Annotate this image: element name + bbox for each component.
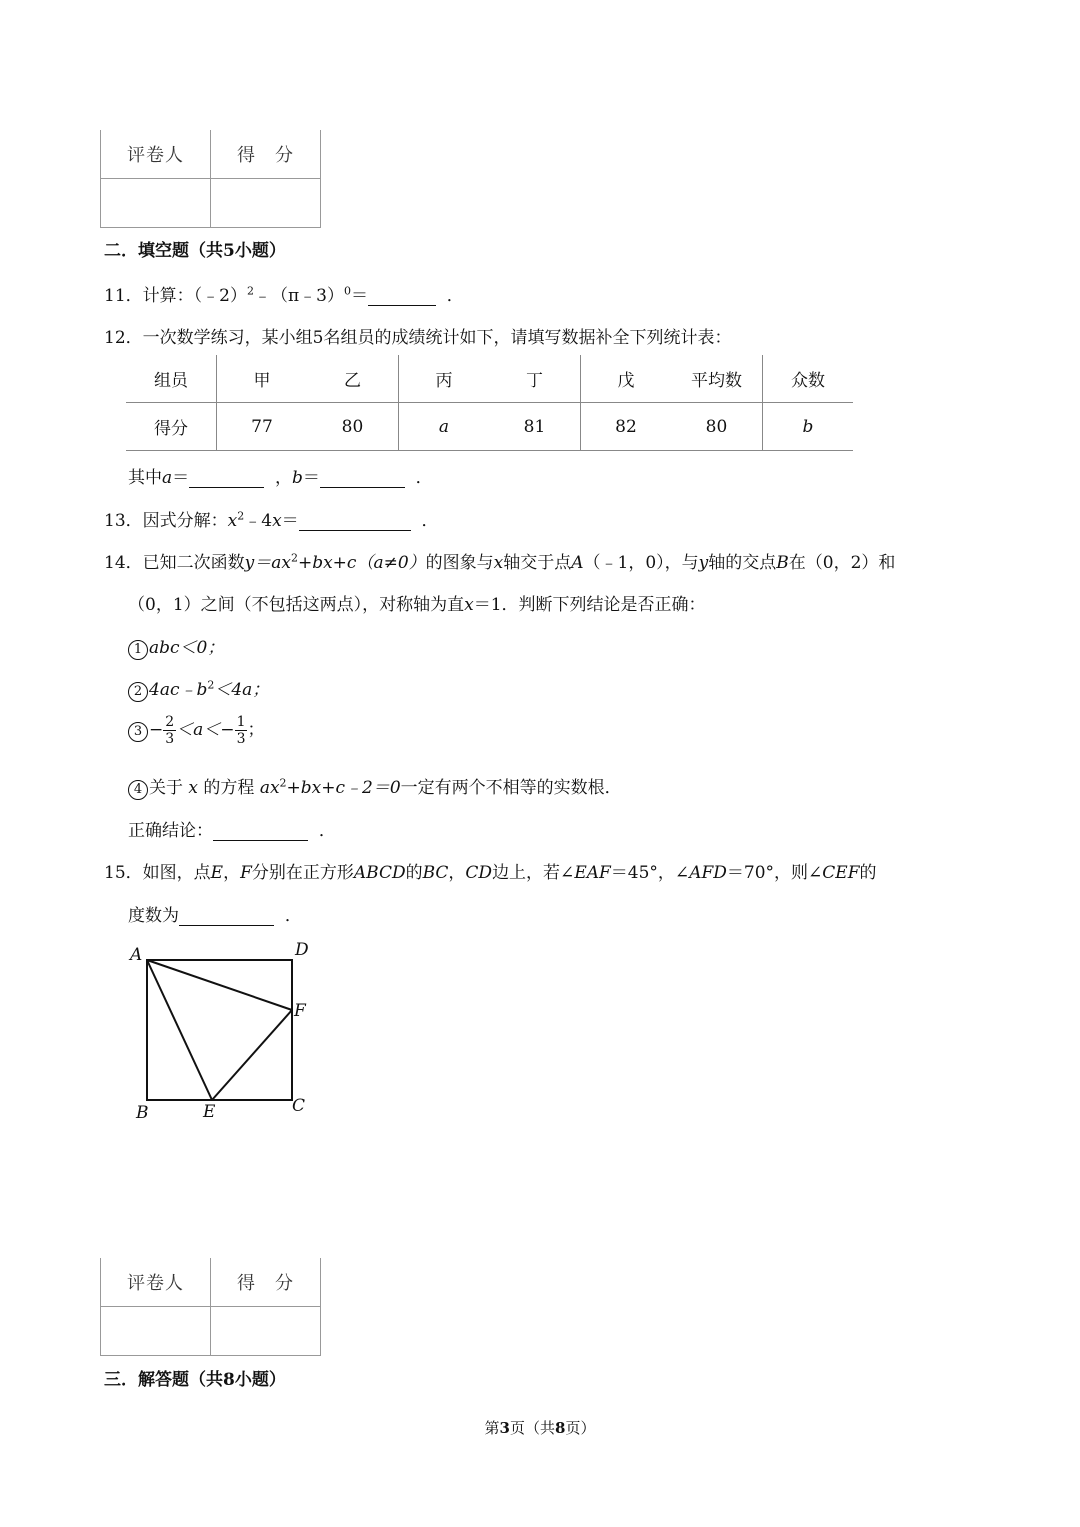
question-14-item-3: 3 − $\frac{2}{3}$ ＜a＜− $\frac{1}{3}$ ； bbox=[128, 714, 264, 747]
label-c: C bbox=[292, 1096, 306, 1116]
table-row bbox=[126, 403, 853, 451]
square-abcd bbox=[147, 960, 292, 1100]
answer-blank-12a[interactable] bbox=[189, 469, 264, 488]
label-a: A bbox=[130, 945, 143, 965]
header-cell: 丙 bbox=[399, 355, 490, 403]
value-cell: 82 bbox=[581, 403, 672, 451]
answer-blank-15[interactable] bbox=[179, 907, 274, 926]
value-cell: b bbox=[763, 403, 854, 451]
score-box-1 bbox=[100, 130, 321, 228]
value-cell: a bbox=[399, 403, 490, 451]
page-footer: 第3页（共8页） bbox=[484, 1419, 596, 1437]
segment-af bbox=[147, 960, 292, 1010]
question-14-answer: 正确结论： ． bbox=[128, 821, 336, 841]
grader-cell[interactable] bbox=[101, 179, 211, 228]
question-15-line-2: 度数为 ． bbox=[128, 906, 302, 926]
question-14-line-2: （0，1）之间（不包括这两点），对称轴为直x＝1．判断下列结论是否正确： bbox=[128, 595, 706, 615]
question-14-line-1: 14．已知二次函数$y=ax^2+bx+c(a\ne 0)$的图象与x轴交于点A（﹣1，0），与y轴的交点B在（0，2）和 bbox=[104, 551, 896, 573]
header-cell: 平均数 bbox=[671, 355, 763, 403]
section-3-title: 三．解答题（共8小题） bbox=[104, 1370, 286, 1390]
label-b: B bbox=[136, 1103, 149, 1123]
answer-blank-14[interactable] bbox=[213, 822, 308, 841]
table-header-row bbox=[126, 355, 853, 403]
score-label: 得 分 bbox=[211, 1258, 321, 1307]
fraction-one-third: $\frac{1}{3}$ bbox=[236, 714, 246, 747]
answer-blank-12b[interactable] bbox=[320, 469, 405, 488]
segment-ae bbox=[147, 960, 212, 1100]
value-cell: 77 bbox=[217, 403, 308, 451]
question-13: 13．因式分解：$x^2﹣4x=$ ． bbox=[104, 509, 439, 531]
label-d: D bbox=[295, 940, 309, 960]
grader-cell[interactable] bbox=[101, 1307, 211, 1356]
fraction-two-thirds: $\frac{2}{3}$ bbox=[165, 714, 175, 747]
header-cell: 众数 bbox=[763, 355, 854, 403]
value-cell: 80 bbox=[671, 403, 763, 451]
score-box-2 bbox=[100, 1258, 321, 1356]
question-12: 12．一次数学练习，某小组5名组员的成绩统计如下，请填写数据补全下列统计表： bbox=[104, 328, 732, 348]
question-12-answer: 其中a＝ ，b＝ ． bbox=[128, 468, 433, 488]
question-14-item-1: 1 abc＜0； bbox=[128, 633, 224, 660]
square-diagram bbox=[120, 935, 320, 1130]
question-14-item-2: 2 $4ac﹣b^2<4a$； bbox=[128, 675, 269, 702]
grader-label: 评卷人 bbox=[101, 130, 211, 179]
value-cell: 81 bbox=[489, 403, 581, 451]
question-15-line-1: 15．如图，点E，F分别在正方形ABCD的BC，CD边上，若∠EAF＝45°，∠AFD＝70°，则∠CEF的 bbox=[104, 863, 877, 883]
score-label: 得 分 bbox=[211, 130, 321, 179]
answer-blank-13[interactable] bbox=[299, 512, 411, 531]
header-cell: 戊 bbox=[581, 355, 672, 403]
header-cell: 甲 bbox=[217, 355, 308, 403]
score-cell[interactable] bbox=[211, 1307, 321, 1356]
score-statistics-table bbox=[126, 355, 853, 451]
row-label-cell: 得分 bbox=[126, 403, 217, 451]
label-f: F bbox=[294, 1001, 306, 1021]
segment-ef bbox=[212, 1010, 292, 1100]
answer-blank-11[interactable] bbox=[368, 287, 436, 306]
label-e: E bbox=[203, 1102, 216, 1122]
score-cell[interactable] bbox=[211, 179, 321, 228]
question-14-item-4: 4 关于 x 的方程 $ax^2+bx+c﹣2=0$一定有两个不相等的实数根． bbox=[128, 773, 622, 800]
question-11: 11．计算：（﹣2）$^2$﹣（π﹣3）$^0$＝ ． bbox=[104, 284, 464, 306]
value-cell: 80 bbox=[307, 403, 399, 451]
grader-label: 评卷人 bbox=[101, 1258, 211, 1307]
section-2-title: 二．填空题（共5小题） bbox=[104, 241, 286, 261]
header-cell: 丁 bbox=[489, 355, 581, 403]
header-cell: 组员 bbox=[126, 355, 217, 403]
header-cell: 乙 bbox=[307, 355, 399, 403]
